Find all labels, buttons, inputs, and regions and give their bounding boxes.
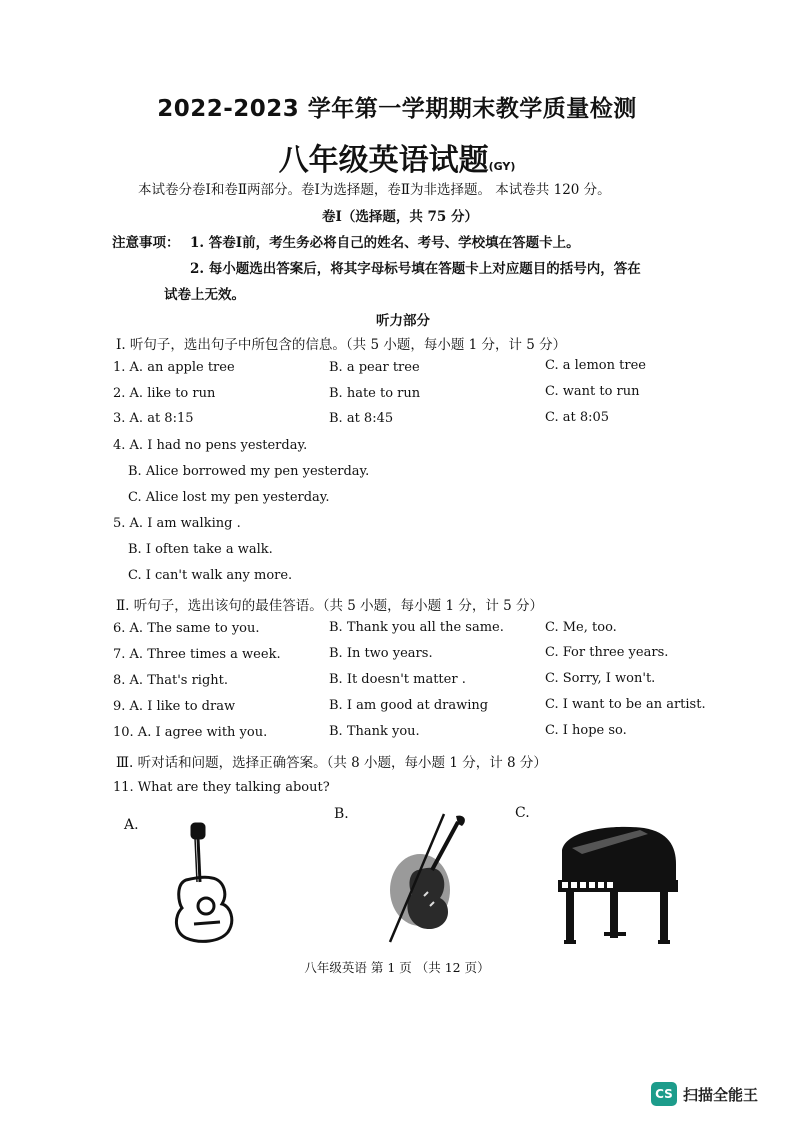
intro-line: 本试卷分卷Ⅰ和卷Ⅱ两部分。卷Ⅰ为选择题，卷Ⅱ为非选择题。 本试卷共 120 分。	[138, 182, 611, 198]
q10-option-a: 10. A. I agree with you.	[113, 725, 268, 740]
q11-label-c: C.	[515, 805, 530, 821]
exam-subtitle	[0, 135, 794, 179]
q5-option-c: C. I can't walk any more.	[128, 568, 293, 583]
guitar-icon	[168, 820, 240, 944]
section2-heading: Ⅱ. 听句子，选出该句的最佳答语。（共 5 小题，每小题 1 分，计 5 分）	[116, 598, 544, 614]
q4-option-b: B. Alice borrowed my pen yesterday.	[128, 464, 370, 479]
listening-heading: 听力部分	[376, 313, 430, 329]
brand-name: 扫描全能王	[683, 1085, 759, 1104]
q3-option-a: 3. A. at 8:15	[113, 411, 194, 426]
q8-option-a: 8. A. That's right.	[113, 673, 229, 688]
q5-option-a: 5. A. I am walking .	[113, 516, 241, 531]
q2-option-c: C. want to run	[545, 384, 640, 399]
subtitle-tag: (GY)	[488, 160, 516, 173]
q7-option-b: B. In two years.	[329, 646, 433, 661]
section3-heading: Ⅲ. 听对话和问题，选择正确答案。（共 8 小题，每小题 1 分，计 8 分）	[116, 755, 547, 771]
piano-icon	[552, 820, 682, 950]
q8-option-c: C. Sorry, I won't.	[545, 671, 656, 686]
q2-option-a: 2. A. like to run	[113, 386, 216, 401]
q9-option-c: C. I want to be an artist.	[545, 697, 706, 712]
q7-option-c: C. For three years.	[545, 645, 669, 660]
q4-option-a: 4. A. I had no pens yesterday.	[113, 438, 308, 453]
q1-option-a: 1. A. an apple tree	[113, 360, 235, 375]
page-footer: 八年级英语 第 1 页 （共 12 页）	[304, 960, 490, 975]
q8-option-b: B. It doesn't matter .	[329, 672, 466, 687]
q11-label-b: B.	[334, 806, 349, 822]
q10-option-c: C. I hope so.	[545, 723, 627, 738]
q3-option-c: C. at 8:05	[545, 410, 610, 425]
q11-question: 11. What are they talking about?	[113, 780, 330, 795]
q7-option-a: 7. A. Three times a week.	[113, 647, 281, 662]
section1-heading: Ⅰ. 听句子，选出句子中所包含的信息。（共 5 小题，每小题 1 分，计 5 分）	[116, 337, 567, 353]
notice-item-1: 1. 答卷Ⅰ前，考生务必将自己的姓名、考号、学校填在答题卡上。	[190, 235, 580, 251]
q9-option-a: 9. A. I like to draw	[113, 699, 236, 714]
subtitle-text: 八年级英语试题	[278, 143, 489, 178]
q2-option-b: B. hate to run	[329, 386, 421, 401]
q6-option-b: B. Thank you all the same.	[329, 620, 504, 635]
q9-option-b: B. I am good at drawing	[329, 698, 489, 713]
camscanner-logo-icon: CS	[651, 1082, 677, 1106]
q6-option-a: 6. A. The same to you.	[113, 621, 260, 636]
q3-option-b: B. at 8:45	[329, 411, 394, 426]
q10-option-b: B. Thank you.	[329, 724, 420, 739]
q4-option-c: C. Alice lost my pen yesterday.	[128, 490, 330, 505]
scanner-watermark	[651, 1080, 781, 1108]
volume-heading: 卷Ⅰ（选择题，共 75 分）	[322, 209, 479, 225]
q1-option-b: B. a pear tree	[329, 360, 420, 375]
notice-item-2-cont: 试卷上无效。	[164, 287, 245, 303]
notice-item-2: 2. 每小题选出答案后，将其字母标号填在答题卡上对应题目的括号内，答在	[190, 261, 641, 277]
notice-label: 注意事项：	[112, 235, 180, 251]
q5-option-b: B. I often take a walk.	[128, 542, 273, 557]
q6-option-c: C. Me, too.	[545, 620, 617, 635]
q11-label-a: A.	[124, 817, 139, 833]
q1-option-c: C. a lemon tree	[545, 358, 646, 373]
violin-icon	[378, 810, 478, 950]
exam-title: 2022-2023 学年第一学期期末教学质量检测	[157, 96, 637, 122]
